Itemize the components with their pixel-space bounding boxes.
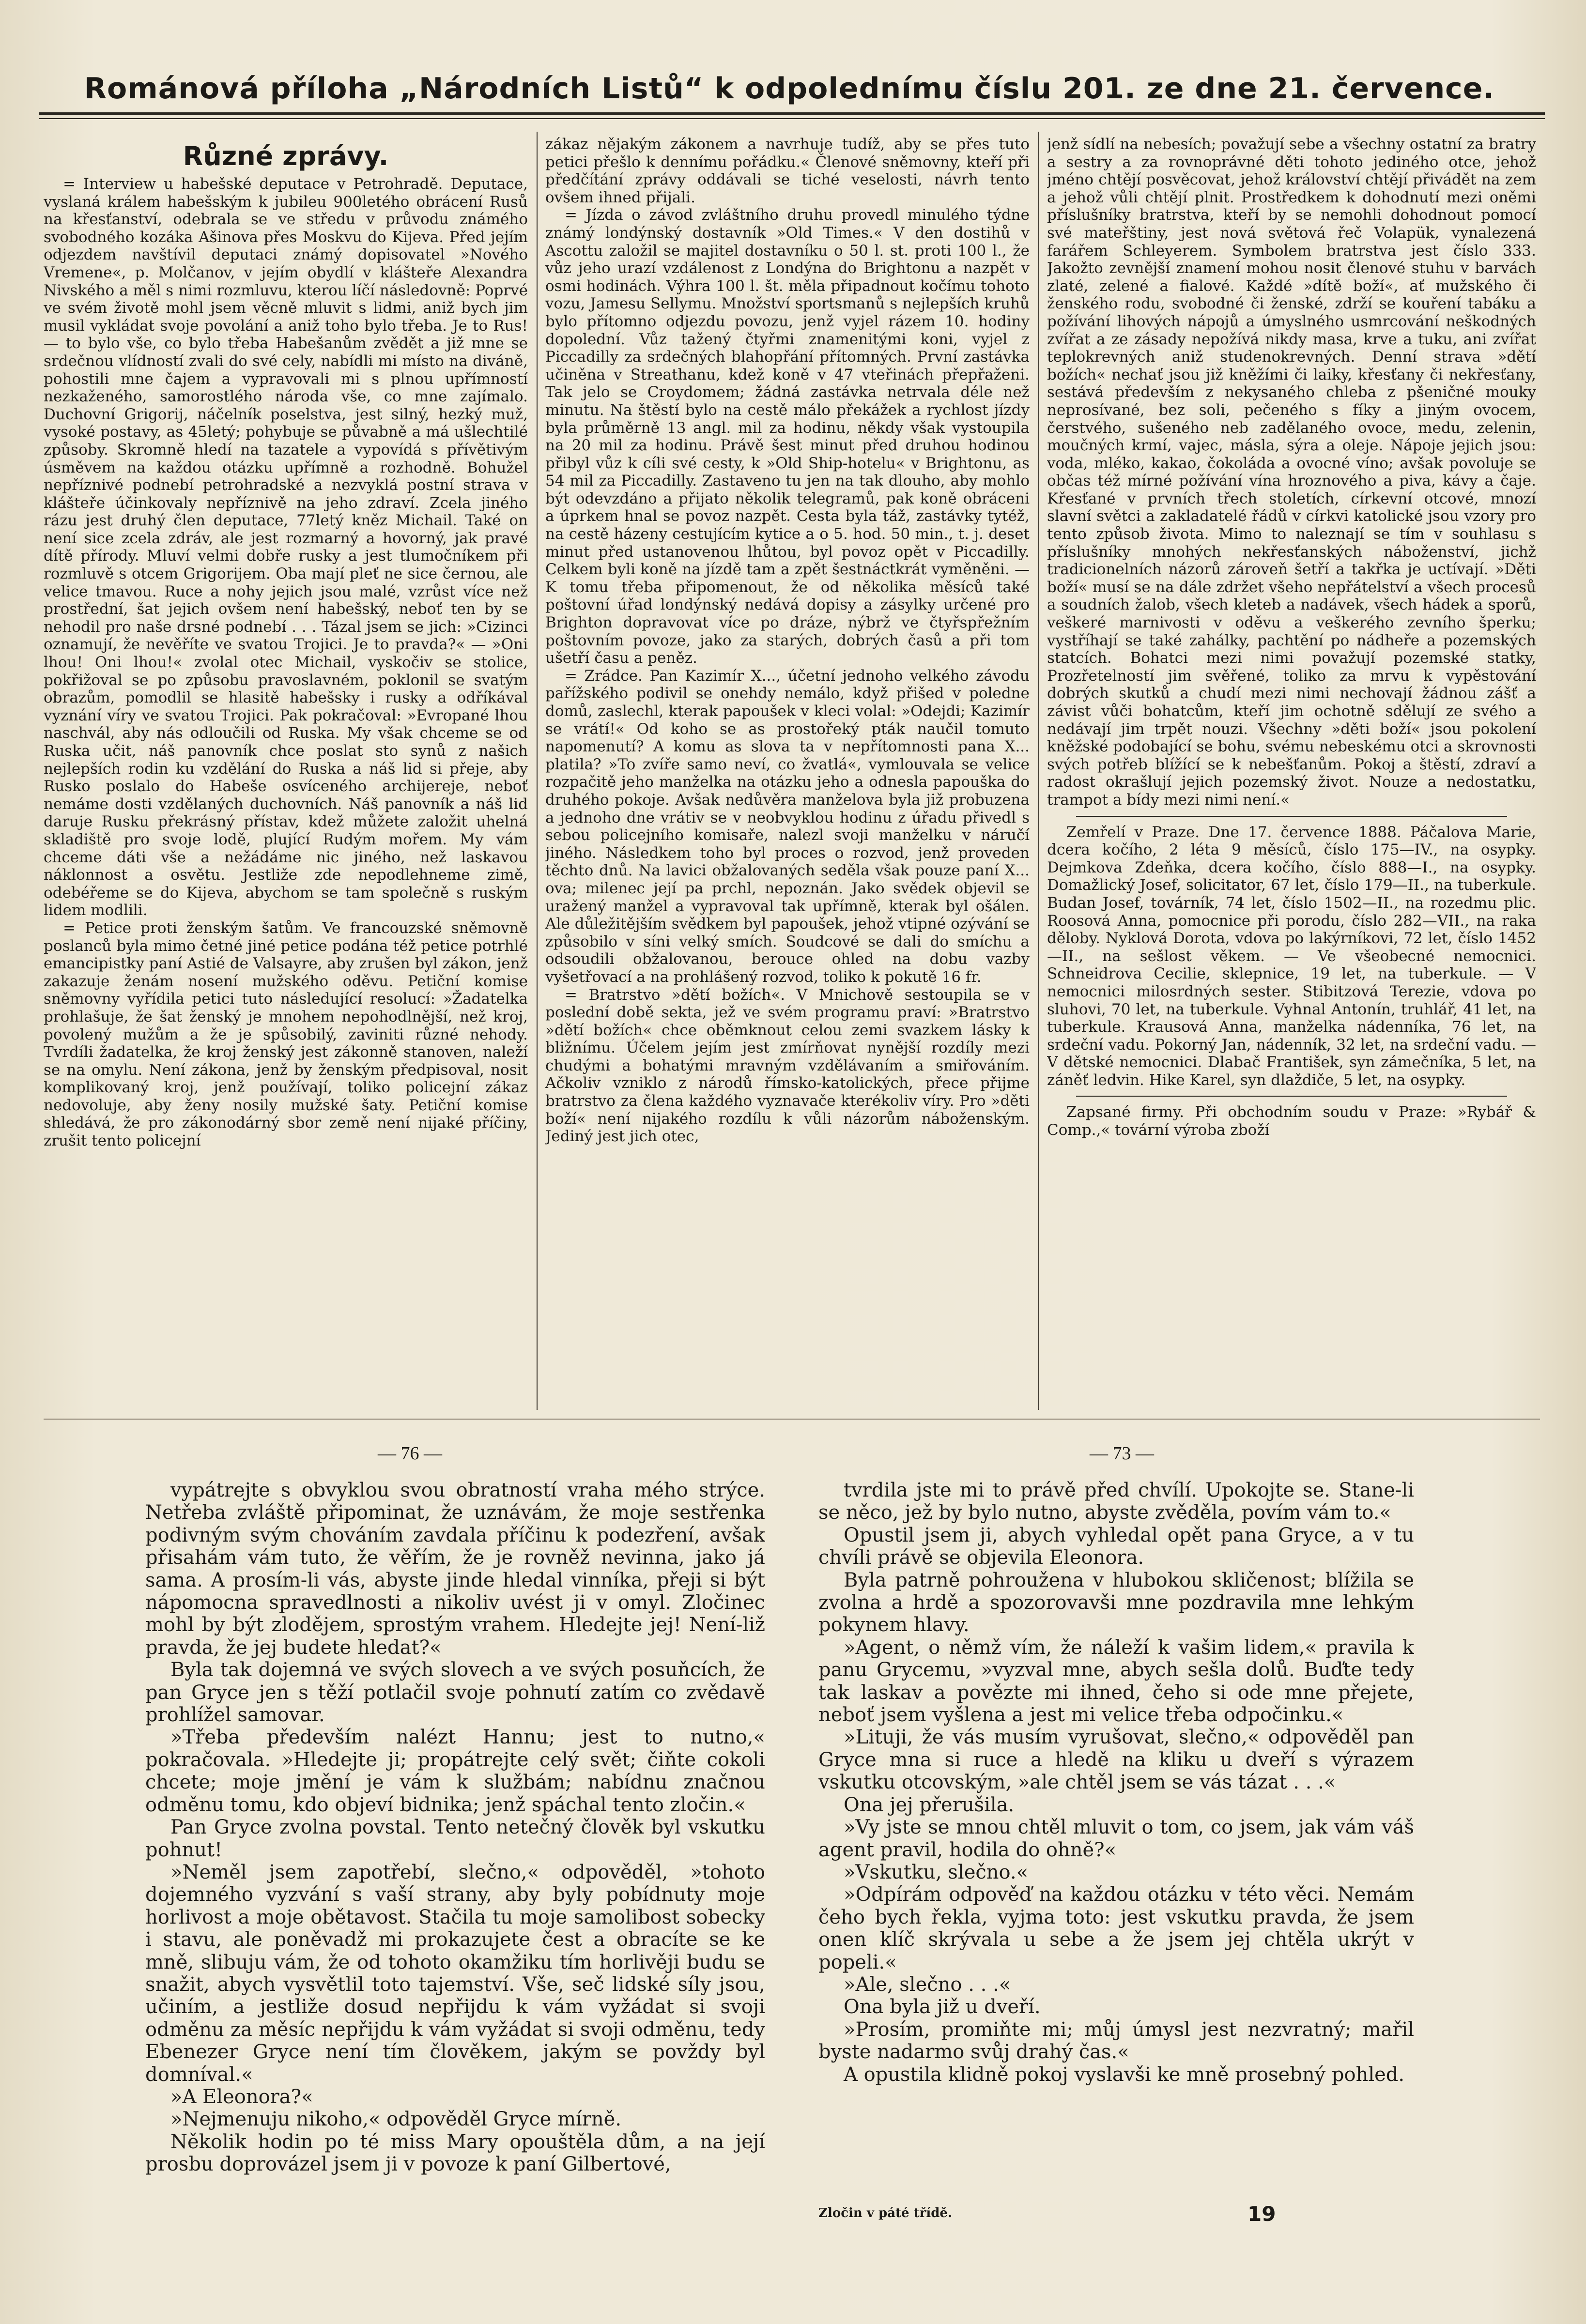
page-number-right: — 73 — <box>1090 1443 1154 1464</box>
news-item-habesska-deputace: = Interview u habešské deputace v Petrohradě. Deputace, vyslaná králem habešským k jubileu 900letého obrácení Rusů na křesťanství, odebrala se ve středu v průvodu známého svobodného kozáka Ašinova přes Moskvu do Kijeva. Před jejím odjezdem navštívil deputaci známý dopisovatel »Nového Vremene«, p. Molčanov, v jejím obydlí v klášteře Alexandra Nivského a měl s nimi rozmluvu, kterou líčí následovně: Poprvé ve svém životě mohl jsem věcně mluvit s lidmi, aniž bych jim musil vykládat svoje povolání a aniž toho bylo třeba. Je to Rus! — to bylo vše, co bylo třeba Habešanům zvědět a již mne se srdečnou vlídností zvali do své cely, nabídli mi místo na diváně, pohostili mne čajem a vypravovali mi s plnou upřímností nezkaženého, samorostlého národa vše, co mne zajímalo. Duchovní Grigorij, náčelník poselstva, jest silný, hezký muž, vysoké postavy, as 45letý; pohybuje se půvabně a má ušlechtilé způsoby. Skromně hledí na tazatele a vypovídá s přívětivým úsměvem na každou otázku upřímně a rozhodně. Bohužel nepříznivé podnebí petrohradské a nezvyklá postní strava v klášteře účinkovaly nepříznivě na jeho zdraví. Zcela jiného rázu jest druhý člen deputace, 77letý kněz Michail. Také on není sice zcela zdráv, ale jest rozmarný a hovorný, jak pravé dítě přírody. Mluví velmi dobře rusky a jest tlumočníkem při rozmluvě s otcem Grigorijem. Oba mají pleť ne sice černou, ale velice tmavou. Ruce a nohy jejich jsou malé, vzrůst více než prostřední, šat jejich ovšem není habešský, neboť ten by se nehodil pro naše drsné podnebí . . . Tázal jsem se jich: »Cizinci oznamují, že nevěříte ve svatou Trojici. Je to pravda?« — »Oni lhou! Oni lhou!« zvolal otec Michail, vyskočiv se stolice, pokřižoval se po způsobu pravoslavném, poklonil se svatým obrazům, pomodlil se hlasitě habešsky i rusky a odříkával vyznání víry ve svatou Trojici. Pak pokračoval: »Evropané lhou naschvál, aby nás odloučili od Ruska. My však chceme se od Ruska učit, náš panovník chce poslat sto synů z našich nejlepších rodin ku vzdělání do Ruska a náš lid si přeje, aby Rusko poslalo do Habeše osvíceného archijereje, neboť nemáme dosti vzdělaných duchovních. Náš panovník a náš lid daruje Rusku překrásný přístav, kdež můžete založit uhelná skladiště pro svoje lodě, plující Rudým mořem. My vám chceme dáti vše a nežádáme nic jiného, než laskavou náklonnost a osvětu. Jestliže zde nepodlehneme zimě, odebéřeme se do Kijeva, abychom se tam společně s ruským lidem modlili. <box>44 175 528 919</box>
novel-paragraph: Pan Gryce zvolna povstal. Tento netečný člověk byl vskutku pohnut! <box>145 1816 765 1861</box>
novel-paragraph: Několik hodin po té miss Mary opouštěla dům, a na její prosbu doprovázel jsem ji v povoze k paní Gilbertové, <box>145 2130 765 2176</box>
news-item-petice: = Petice proti ženským šatům. Ve francouzské sněmovně poslanců byla mimo četné jiné petice podána též petice potrhlé emancipistky paní Astié de Valsayre, aby zrušen byl zákon, jenž zakazuje ženám nosení mužského oděvu. Petiční komise sněmovny vyřídila petici tuto následující resolucí: »Žadatelka prohlašuje, že šat ženský je mnohem nepohodlnější, než kroj, povolený mužům a že je spůsobilý, zaviniti různé nehody. Tvrdíli žadatelka, že kroj ženský jest zákonně stanoven, naleží se na omylu. Není zákona, jenž by ženským předpisoval, nosit komplikovaný kroj, jenž používají, toliko policejní zákaz nedovoluje, aby ženy nosily mužské šaty. Petiční komise shledává, že pro zákonodárný sbor země není nijaké příčiny, zrušit tento policejní <box>44 919 528 1150</box>
section-divider <box>1076 816 1507 817</box>
news-item-petice-cont: zákaz nějakým zákonem a navrhuje tudíž, aby se přes tuto petici přešlo k dennímu pořádku.« Členové sněmovny, kteří při předčítání zprávy oddávali se tiché veselosti, návrh tento ovšem ihned přijali. <box>545 136 1030 206</box>
fold-rule <box>44 1419 1540 1420</box>
news-item-zemreli: Zemřelí v Praze. Dne 17. července 1888. Páčalova Marie, dcera kočího, 2 léta 9 měsíců, číslo 175—IV., na osypky. Dejmkova Zdeňka, dcera kočího, číslo 888—I., na osypky. Domažlický Josef, solicitator, 67 let, číslo 179—II., na tuberkule. Budan Josef, továrník, 74 let, číslo 1502—II., na rozedmu plic. Roosová Anna, pomocnice při porodu, číslo 282—VII., na raka děloby. Nyklová Dorota, vdova po lakýrníkovi, 72 let, číslo 1452—II., na sešlost věkem. — Ve všeobecné nemocnici. Schneidrova Cecilie, sklepnice, 19 let, na tuberkule. — V nemocnici milosrdných sester. Stibitzová Terezie, vdova po sluhovi, 70 let, na tuberkule. Vyhnal Antonín, truhlář, 41 let, na tuberkule. Krausová Anna, manželka nádenníka, 76 let, na srdeční vadu. Pokorný Jan, nádenník, 32 let, na srdeční vadu. — V dětské nemocnici. Dlabač František, syn zámečníka, 5 let, na záněť ledvin. Hike Karel, syn dlaždiče, 5 let, na osypky. <box>1047 823 1536 1089</box>
column-middle <box>545 136 1030 1414</box>
news-item-firmy: Zapsané firmy. Při obchodním soudu v Praze: »Rybář & Comp.,« tovární výroba zboží <box>1047 1103 1536 1139</box>
novel-paragraph: »Agent, o němž vím, že náleží k vašim lidem,« pravila k panu Grycemu, »vyzval mne, abych sešla dolů. Buďte tedy tak laskav a povězte mi ihned, čeho si ode mne přejete, neboť jsem vyšlena a jest mi velice třeba odpočinku.« <box>818 1636 1414 1727</box>
novel-paragraph: »Nejmenuju nikoho,« odpověděl Gryce mírně. <box>170 2108 622 2131</box>
novel-paragraph: »Ale, slečno . . .« <box>844 1973 1011 1996</box>
novel-paragraph: Byla patrně pohroužena v hlubokou skličenost; blížila se zvolna a hrdě a spozorovavši mne pozdravila mne lehkým pokynem hlavy. <box>818 1569 1414 1636</box>
news-item-bratrstvo: = Bratrstvo »dětí božích«. V Mnichově sestoupila se v poslední době sekta, jež ve svém programu praví: »Bratrstvo »dětí božích« chce oběmknout celou zemi svazkem lásky k bližnímu. Účelem jejím jest zmírňovat nynější rozdíly mezi chudými a bohatými mravným vzdělávaním a smiřováním. Ačkoliv vzniklo z národů římsko-katolických, přece přijme bratrstvo za člena každého vyznavače kterékoliv víry. Pro »děti boží« není nijakého rozdílu k vůli názorům náboženským. Jediný jest jich otec, <box>545 986 1030 1146</box>
novel-paragraph: »Třeba především nalézt Hannu; jest to nutno,« pokračovala. »Hledejte ji; propátrejte celý svět; čiňte cokoli chcete; moje jmění je vám k službám; nabídnu značnou odměnu tomu, kdo objeví bidnika; jenž spáchal tento zločin.« <box>145 1726 765 1816</box>
novel-paragraph: »Prosím, promiňte mi; můj úmysl jest nezvratný; mařil byste nadarmo svůj drahý čas.« <box>818 2018 1414 2064</box>
novel-paragraph: vypátrejte s obvyklou svou obratností vraha mého strýce. Netřeba zvláště připominat, že uznávám, že moje sestřenka podivným svým chováním zavdala příčinu k podezření, avšak přisahám vám tuto, že věřím, že je rovněž nevinna, jako já sama. A prosím-li vás, abyste jinde hledal vinníka, přeji si být nápomocna spravedlnosti a nikoliv uvést ji v omyl. Zločinec mohl by být zlodějem, sprostým vrahem. Hledejte jej! Není-liž pravda, že jej budete hledat?« <box>145 1479 765 1659</box>
column-left <box>44 136 528 1414</box>
novel-paragraph: Ona jej přerušila. <box>844 1793 1015 1816</box>
novel-paragraph: A opustila klidně pokoj vyslavši ke mně prosebný pohled. <box>844 2063 1405 2086</box>
news-item-jizda: = Jízda o závod zvláštního druhu provedl minulého týdne známý londýnský dostavník »Old Times.« V den dostihů v Ascottu založil se majitel dostavníku o 50 l. st. proti 100 l., že vůz jeho urazí vzdálenost z Londýna do Brightonu a nazpět v osmi hodinách. Výhra 100 l. št. měla připadnout kočímu tohoto vozu, Jamesu Sellymu. Množství sportsmanů s nejlepších kruhů bylo přítomno odjezdu povozu, jenž vyjel rázem 10. hodiny dopolední. Vůz tažený čtyřmi znamenitými koni, vyjel z Piccadilly za srdečných blahopřání přítomných. První zastávka učiněna v Streathanu, kdež koně v 47 vteřinách přepřaženi. Tak jelo se Croydomem; žádná zastávka netrvala déle než minutu. Na štěstí bylo na cestě málo překážek a rychlost jízdy byla průměrně 13 angl. mil za hodinu, někdy však vystoupila na 20 mil za hodinu. Právě šest minut před druhou hodinou přibyl vůz k cíli své cesty, k »Old Ship-hotelu« v Brightonu, as 54 mil za Piccadilly. Zastaveno tu jen na tak dlouho, aby mohlo být odevzdáno a přijato několik telegramů, pak koně obráceni a úprkem hnal se povoz nazpět. Cesta byla táž, zastávky tytéž, na cestě házeny cestujícím kytice a o 5. hod. 50 min., t. j. deset minut před ustanovenou lhůtou, byl povoz opět v Piccadilly. Celkem byli koně na jízdě tam a zpět šestnáctkrát vyměněni. — K tomu třeba připomenout, že od několika měsíců také poštovní úřad londýnský nedává dopisy a zásylky určené pro Brighton dopravovat více po dráze, nýbrž ve čtyřspřežním poštovním povoze, jako za starých, dobrých časů a při tom ušetří času a peněz. <box>545 206 1030 667</box>
column-divider <box>537 132 538 1410</box>
news-item-bratrstvo-cont: jenž sídlí na nebesích; považují sebe a všechny ostatní za bratry a sestry a za rovnoprávné děti tohoto jediného otce, jehož jméno chtějí posvěcovat, jehož království chtějí přivádět na zem a jehož vůli chtějí plnit. Prostředkem k dohodnutí mezi oněmi příslušníky bratrstva, kteří by se nemohli dohodnout pomocí své mateřštiny, jest nová světová řeč Volapük, vynalezená farářem Schleyerem. Symbolem bratrstva jest číslo 333. Jakožto zevnější znamení mohou nosit členové stuhu v barvách zlaté, zelené a fialové. Každé »dítě boží«, ať mužského či ženského rodu, svobodné či ženské, zdrží se kouření tabáku a požívání lihových nápojů a úmyslného usmrcování neškodných zvířat a ze zásady nepožívá nikdy masa, krve a tuku, ani zvířat teplokrevných aniž studenokrevných. Denní strava »dětí božích« nechať jsou již kněžími či laiky, křesťany či nekřesťany, sestává především z nekysaného chleba z pšeničné mouky neprosívané, bez soli, pečeného s fíky a jiným ovocem, čerstvého, sušeného neb zadělaného ovoce, medu, zelenin, moučných krmí, vajec, másla, sýra a oleje. Nápoje jejich jsou: voda, mléko, kakao, čokoláda a ovocné víno; avšak povoluje se občas též mírné požívání vína hroznového a piva, kávy a čaje. Křesťané v prvních třech stoletích, církevní otcové, mnozí slavní světci a zakladatelé řádů v církvi katolické jsou vzory pro tento způsob života. Mimo to naleznají se tím v souhlasu s příslušníky mnohých nekřesťanských náboženství, jichž tradicionelních názorů zároveň šetří a takřka je uctívají. »Děti boží« musí se na dále zdržet všeho nepřátelství a všech procesů a soudních žalob, všech kleteb a nadávek, všech hádek a sporů, veškeré marnivosti v oděvu a veškerého zevního šperku; vystříhají se také zahálky, pachtění po nádheře a pozemských statcích. Bohatci mezi nimi považují pozemské statky, Prozřetelností jim svěřené, toliko za mrvu k vypěstování dobrých skutků a chudí mezi nimi nechovají žádnou zášť a závist vůči bohatcům, kteří jim ochotně sdělují ze svého a nedávají jim trpět nouzi. Všechny »děti boží« jsou pokolení kněžské podobající se bohu, svému nebeskému otci a skrovnosti svých potřeb blížící se k nebešťanům. Pokoj a štěstí, zdraví a radost okrašlují jejich pozemský život. Nouze a nedostatku, trampot a bídy mezi nimi není.« <box>1047 136 1536 809</box>
novel-paragraph: Ona byla již u dveří. <box>844 1996 1041 2018</box>
sheet-number: 19 <box>1247 2202 1276 2226</box>
header-rule <box>39 112 1545 115</box>
signature-line: Zločin v páté třídě. <box>818 2206 953 2220</box>
supplement-header: Románová příloha „Národních Listů“ k odpolednímu číslu 201. ze dne 21. července. <box>84 72 1495 106</box>
novel-paragraph: »Odpírám odpověď na každou otázku v této věci. Nemám čeho bych řekla, vyjma toto: jest vskutku pravda, že jsem onen klíč skrývala u sebe a že jsem jej chtěla ukrýt v popeli.« <box>818 1883 1414 1973</box>
column-right <box>1047 136 1536 1414</box>
section-title: Různé zprávy. <box>183 141 389 171</box>
novel-page-right <box>818 1479 1414 2191</box>
novel-paragraph: »A Eleonora?« <box>170 2085 313 2108</box>
news-item-zradce: = Zrádce. Pan Kazimír X..., účetní jednoho velkého závodu pařížského podivil se onehdy nemálo, když přišed v poledne domů, zaslechl, kterak papoušek v kleci volal: »Odejdi; Kazimír se vrátí!« Od koho se as prostořeký pták naučil tomuto napomenutí? A komu as slova ta v nepřítomnosti pana X... platila? »To zvíře samo neví, co žvatlá«, vymlouvala se velice rozpačitě jeho manželka na otázku jeho a odnesla papouška do druhého pokoje. Avšak nedůvěra manželova byla již probuzena a jednoho dne vrátiv se v neobvyklou hodinu z úřadu přivedl s sebou policejního komisaře, nalezl svoji manželku v náručí jiného. Následkem toho byl proces o rozvod, jenž proveden těchto dnů. Na lavici obžalovaných seděla však pouze paní X... ova; milenec její pa prchl, nepoznán. Jako svědek objevil se uražený manžel a vypravoval tak upřímně, kterak byl ošálen. Ale důležitějším svědkem byl papoušek, jehož vtipné ozývání se způsobilo v síni velký smích. Soudcové se dali do smíchu a odsoudili obžalovanou, berouce ohled na dobu vazby vyšetřovací a na prohlášený rozvod, toliko k pokutě 16 fr. <box>545 667 1030 986</box>
novel-paragraph: tvrdila jste mi to právě před chvílí. Upokojte se. Stane-li se něco, jež by bylo nutno, abyste zvěděla, povím vám to.« <box>818 1479 1414 1524</box>
novel-paragraph: »Neměl jsem zapotřebí, slečno,« odpověděl, »tohoto dojemného vyzvání s vaší strany, aby byly pobídnuty moje horlivost a moje obětavost. Stačila tu moje samolibost sobecky i stavu, ale poněvadž mi prokazujete čest a obracíte se ke mně, slibuju vám, že od tohoto okamžiku tím horlivěji budu se snažit, abych vysvětlil toto tajemství. Vše, seč lidské síly jsou, učiním, a jestliže dosud nepřijdu k vám vyžádat si svoji odměnu za měsíc nepřijdu k vám vyžádat si svoji odměnu, tedy Ebenezer Gryce není tím člověkem, jakým se povždy byl domníval.« <box>145 1861 765 2086</box>
section-divider <box>1076 1096 1507 1097</box>
novel-page-left <box>145 1479 765 2191</box>
column-divider <box>1038 132 1039 1410</box>
header-rule-thin <box>39 118 1545 119</box>
novel-paragraph: Byla tak dojemná ve svých slovech a ve svých posuňcích, že pan Gryce jen s těží potlačil svoje pohnutí zatím co zvědavě prohlížel samovar. <box>145 1659 765 1727</box>
novel-paragraph: Opustil jsem ji, abych vyhledal opět pana Gryce, a v tu chvíli právě se objevila Eleonora. <box>818 1524 1414 1569</box>
novel-paragraph: »Vy jste se mnou chtěl mluvit o tom, co jsem, jak vám váš agent pravil, hodila do ohně?« <box>818 1816 1414 1861</box>
novel-paragraph: »Vskutku, slečno.« <box>844 1861 1029 1883</box>
novel-paragraph: »Lituji, že vás musím vyrušovat, slečno,« odpověděl pan Gryce mna si ruce a hledě na kliku u dveří s výrazem vskutku otcovským, »ale chtěl jsem se vás tázat . . .« <box>818 1726 1414 1794</box>
page-number-left: — 76 — <box>378 1443 442 1464</box>
